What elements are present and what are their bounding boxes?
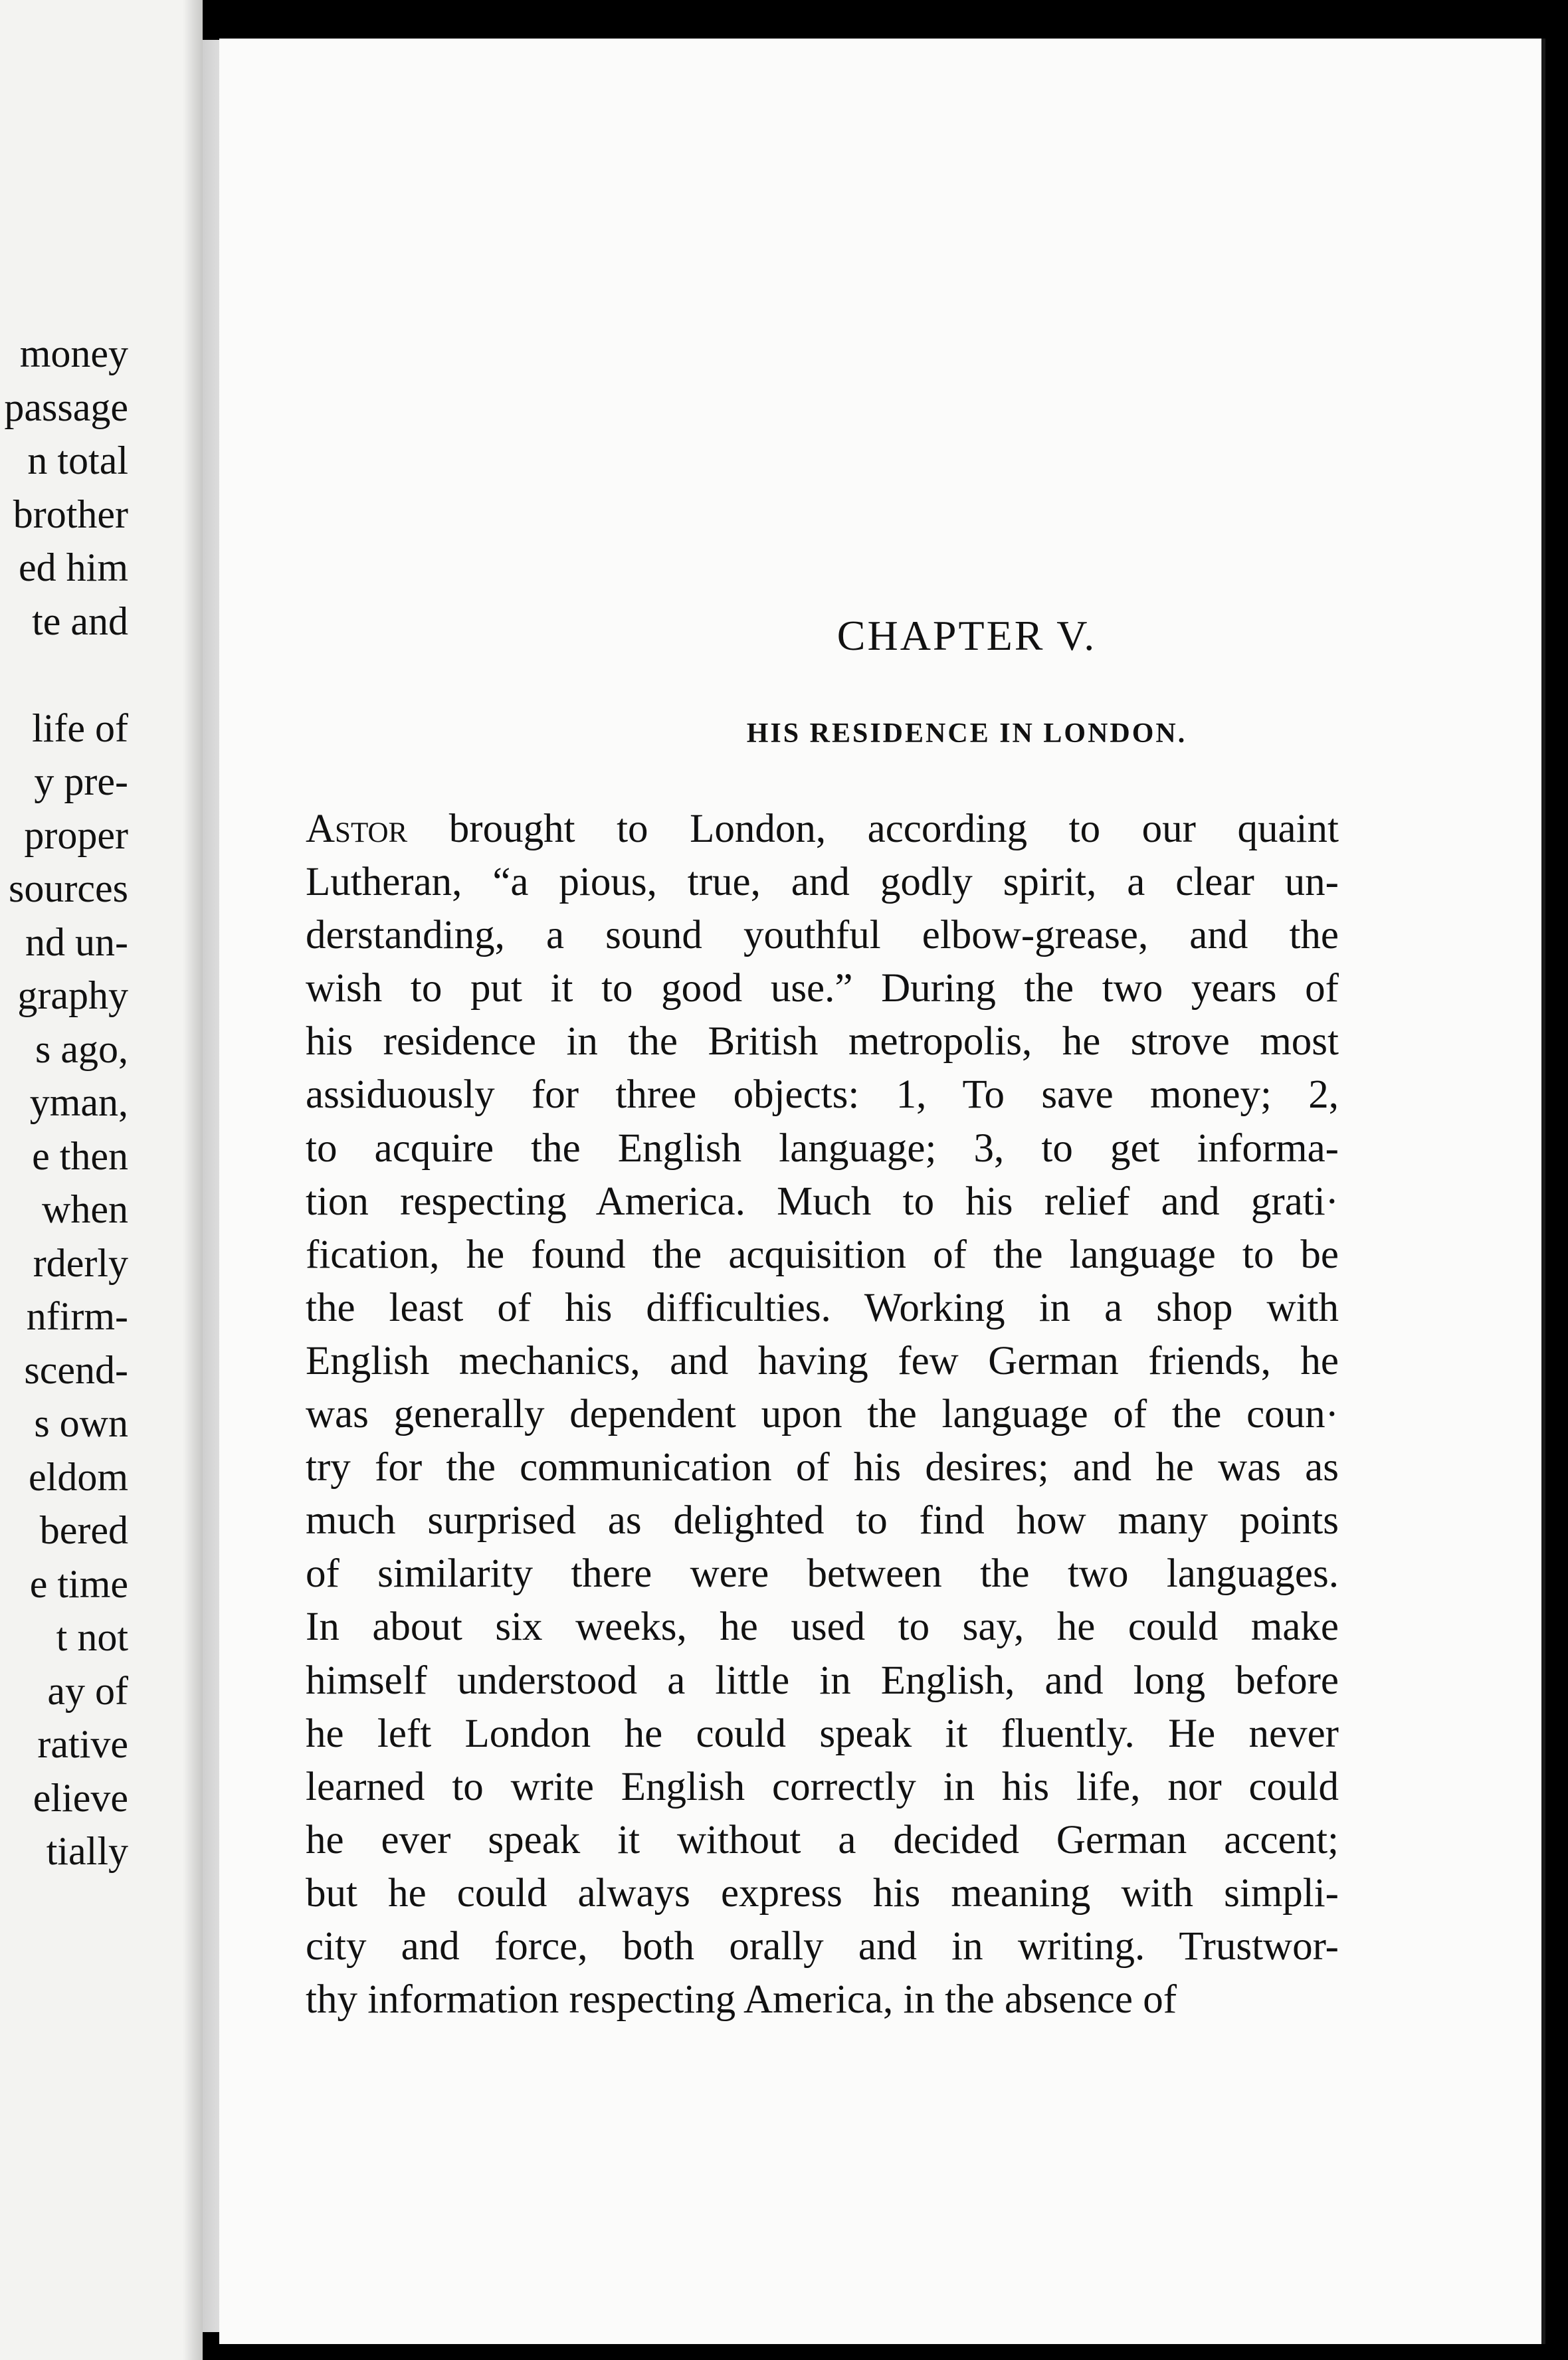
- left-line: brother: [13, 492, 128, 536]
- body-line: his residence in the British metropolis, he strove most: [306, 1019, 1339, 1064]
- left-line: e then: [32, 1133, 128, 1178]
- body-line-first: [306, 803, 1339, 856]
- left-line: passage: [4, 385, 128, 429]
- body-line: he ever speak it without a decided German accent;: [306, 1817, 1339, 1862]
- body-line: but he could always express his meaning with simpli-: [306, 1870, 1339, 1916]
- left-line: scend-: [24, 1347, 128, 1392]
- left-line: n total: [27, 439, 128, 482]
- body-line: learned to write English correctly in his life, nor could: [306, 1764, 1339, 1809]
- bottom-border: [219, 2344, 1548, 2360]
- body-line: derstanding, a sound youthful elbow-grease, and the: [306, 913, 1339, 958]
- left-line: tially: [46, 1829, 128, 1873]
- body-line: city and force, both orally and in writing. Trustwor-: [306, 1923, 1339, 1969]
- body-line: In about six weeks, he used to say, he could make: [306, 1605, 1339, 1650]
- left-line: bered: [39, 1508, 128, 1552]
- left-line: nfirm-: [26, 1294, 128, 1338]
- left-line: proper: [24, 813, 128, 857]
- left-page-text: [4, 327, 128, 1878]
- left-line: t not: [56, 1615, 128, 1659]
- body-line: thy information respecting America, in the absence of: [306, 1977, 1177, 2022]
- left-line: rderly: [33, 1240, 128, 1285]
- body-line: he left London he could speak it fluently. He never: [306, 1711, 1339, 1756]
- gutter-shadow: [183, 0, 203, 2360]
- body-text: [306, 803, 1339, 2026]
- body-line: was generally dependent upon the language of the coun·: [306, 1392, 1339, 1437]
- left-line: elieve: [33, 1775, 128, 1820]
- chapter-title: CHAPTER V.: [836, 612, 1097, 659]
- left-line: s ago,: [35, 1027, 128, 1071]
- left-line: ed him: [19, 545, 128, 589]
- left-line: eldom: [29, 1454, 128, 1499]
- body-line: try for the communication of his desires; and he was as: [306, 1445, 1339, 1490]
- left-line: money: [19, 332, 128, 375]
- left-line: nd un-: [25, 920, 128, 964]
- left-line: y pre-: [34, 759, 128, 803]
- body-line: to acquire the English language; 3, to get informa-: [306, 1126, 1339, 1171]
- body-line: of similarity there were between the two languages.: [306, 1551, 1339, 1597]
- body-line: himself understood a little in English, and long before: [306, 1658, 1339, 1703]
- first-line-rest: brought to London, according to our quaint: [407, 807, 1339, 851]
- left-line-gap: [4, 648, 128, 702]
- chapter-subtitle: HIS RESIDENCE IN LONDON.: [746, 718, 1187, 749]
- body-line: English mechanics, and having few German friends, he: [306, 1338, 1339, 1383]
- opening-word: Astor: [306, 807, 408, 851]
- left-line: e time: [29, 1561, 128, 1606]
- left-facing-page: [0, 0, 203, 2360]
- body-line: fication, he found the acquisition of the language to be: [306, 1232, 1339, 1277]
- body-line: Lutheran, “a pious, true, and godly spirit, a clear un-: [306, 860, 1339, 905]
- body-line: much surprised as delighted to find how many points: [306, 1498, 1339, 1543]
- left-line: yman,: [29, 1080, 128, 1124]
- body-line: tion respecting America. Much to his relief and grati·: [306, 1179, 1339, 1224]
- left-line: life of: [32, 706, 128, 750]
- body-line: the least of his difficulties. Working in a shop with: [306, 1285, 1339, 1330]
- body-line: assiduously for three objects: 1, To save money; 2,: [306, 1072, 1339, 1118]
- body-line: wish to put it to good use.” During the two years of: [306, 966, 1339, 1011]
- left-line: graphy: [17, 973, 128, 1017]
- left-line: s own: [34, 1401, 128, 1445]
- left-line: when: [42, 1187, 128, 1231]
- left-line: sources: [9, 866, 128, 910]
- left-line: rative: [37, 1722, 128, 1766]
- right-page-border: [1541, 39, 1545, 2344]
- left-line: ay of: [47, 1668, 128, 1713]
- left-line: te and: [32, 599, 128, 643]
